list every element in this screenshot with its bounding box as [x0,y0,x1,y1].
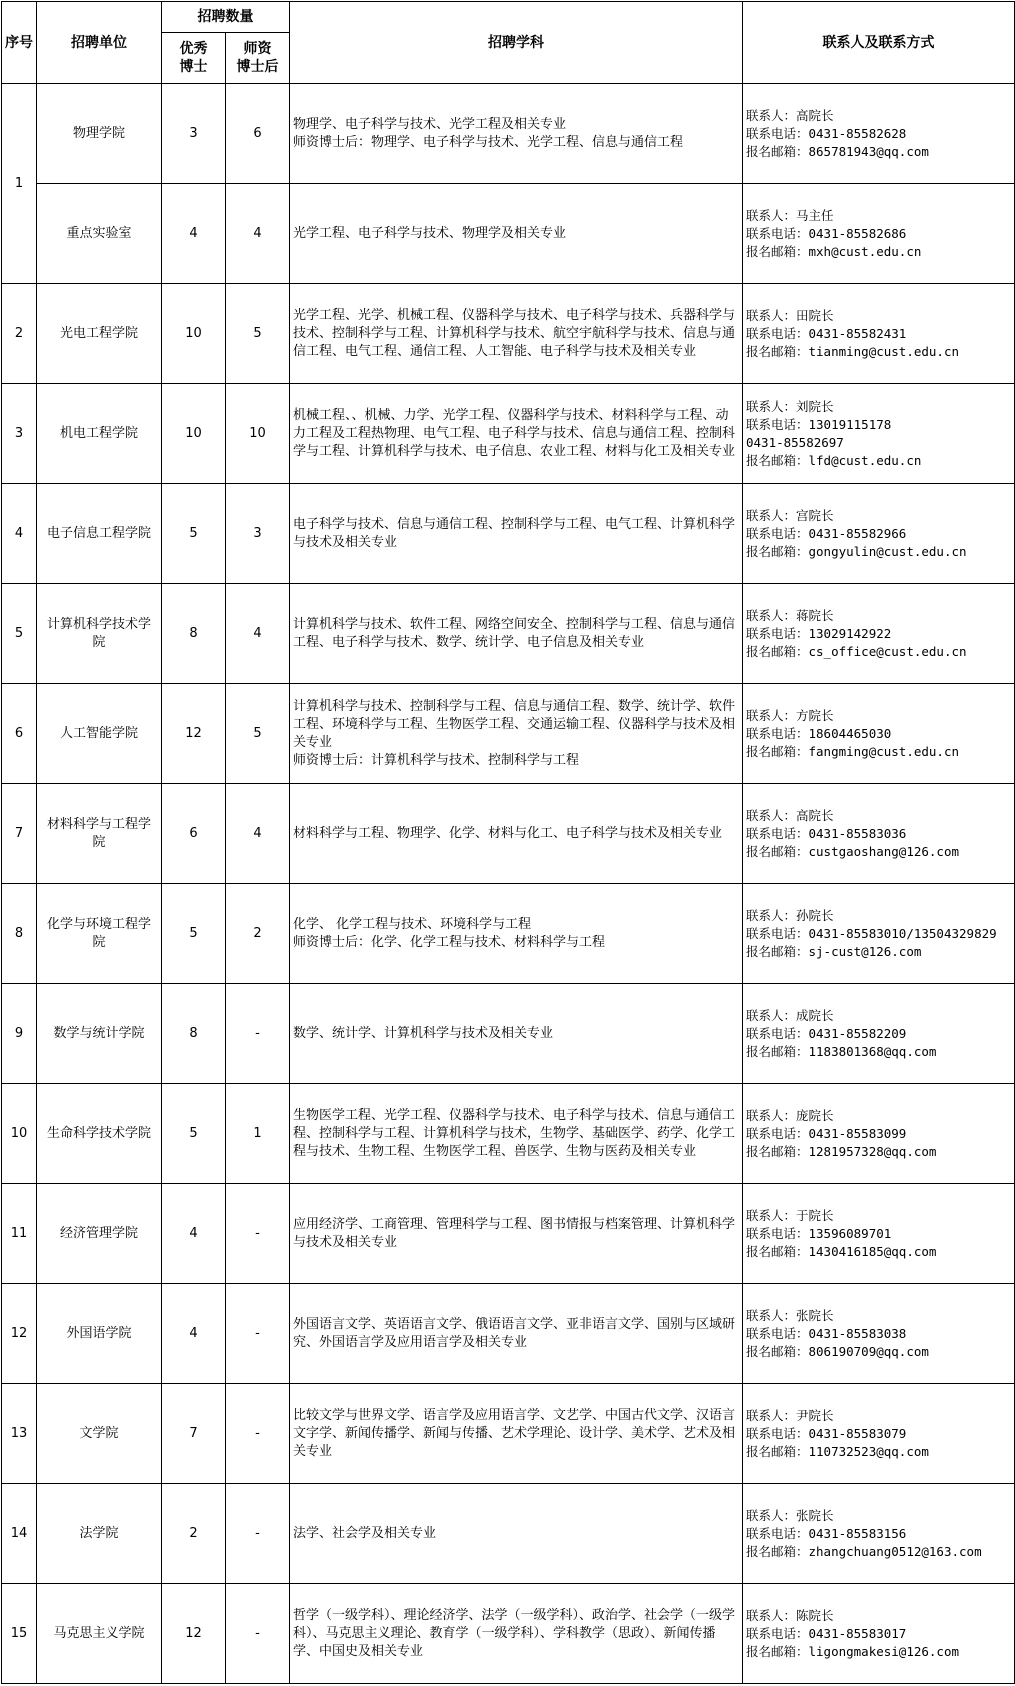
cell-contact: 联系人：陈院长 联系电话：0431-85583017 报名邮箱：ligongmakesi@126.com [743,1584,1015,1684]
cell-subjects: 物理学、电子科学与技术、光学工程及相关专业 师资博士后：物理学、电子科学与技术、光学工程、信息与通信工程 [290,84,743,184]
table-row [2,584,1015,684]
cell-postdoc-count: - [226,984,290,1084]
cell-postdoc-count: 2 [226,884,290,984]
cell-excellent-count: 12 [162,1584,226,1684]
header-excellent-phd: 优秀 博士 [162,33,226,84]
cell-postdoc-count: 10 [226,384,290,484]
cell-unit: 数学与统计学院 [37,984,162,1084]
cell-unit: 马克思主义学院 [37,1584,162,1684]
cell-excellent-count: 8 [162,984,226,1084]
cell-excellent-count: 10 [162,384,226,484]
cell-unit: 法学院 [37,1484,162,1584]
cell-unit: 机电工程学院 [37,384,162,484]
cell-seq: 10 [2,1084,37,1184]
table-row [2,984,1015,1084]
cell-contact: 联系人：张院长 联系电话：0431-85583156 报名邮箱：zhangchuang0512@163.com [743,1484,1015,1584]
cell-subjects: 电子科学与技术、信息与通信工程、控制科学与工程、电气工程、计算机科学与技术及相关专业 [290,484,743,584]
cell-unit: 材料科学与工程学院 [37,784,162,884]
cell-unit: 外国语学院 [37,1284,162,1384]
cell-excellent-count: 6 [162,784,226,884]
table-row [2,1284,1015,1384]
cell-excellent-count: 8 [162,584,226,684]
cell-contact: 联系人：蒋院长 联系电话：13029142922 报名邮箱：cs_office@cust.edu.cn [743,584,1015,684]
cell-contact: 联系人：尹院长 联系电话：0431-85583079 报名邮箱：110732523@qq.com [743,1384,1015,1484]
cell-excellent-count: 5 [162,484,226,584]
header-subjects: 招聘学科 [290,2,743,84]
cell-subjects: 化学、 化学工程与技术、环境科学与工程 师资博士后：化学、化学工程与技术、材料科学与工程 [290,884,743,984]
cell-excellent-count: 5 [162,1084,226,1184]
cell-seq: 8 [2,884,37,984]
header-unit: 招聘单位 [37,2,162,84]
cell-postdoc-count: 4 [226,184,290,284]
cell-excellent-count: 7 [162,1384,226,1484]
cell-excellent-count: 5 [162,884,226,984]
cell-excellent-count: 3 [162,84,226,184]
cell-contact: 联系人：张院长 联系电话：0431-85583038 报名邮箱：806190709@qq.com [743,1284,1015,1384]
cell-seq: 6 [2,684,37,784]
table-row [2,684,1015,784]
cell-seq: 11 [2,1184,37,1284]
cell-contact: 联系人：孙院长 联系电话：0431-85583010/13504329829 报名邮箱：sj-cust@126.com [743,884,1015,984]
header-seq: 序号 [2,2,37,84]
cell-contact: 联系人：庞院长 联系电话：0431-85583099 报名邮箱：1281957328@qq.com [743,1084,1015,1184]
cell-contact: 联系人：田院长 联系电话：0431-85582431 报名邮箱：tianming@cust.edu.cn [743,284,1015,384]
header-contact: 联系人及联系方式 [743,2,1015,84]
cell-subjects: 比较文学与世界文学、语言学及应用语言学、文艺学、中国古代文学、汉语言文字学、新闻传播学、新闻与传播、艺术学理论、设计学、美术学、艺术及相关专业 [290,1384,743,1484]
cell-seq: 9 [2,984,37,1084]
cell-seq: 7 [2,784,37,884]
header-postdoc: 师资 博士后 [226,33,290,84]
cell-subjects: 材料科学与工程、物理学、化学、材料与化工、电子科学与技术及相关专业 [290,784,743,884]
cell-subjects: 光学工程、光学、机械工程、仪器科学与技术、电子科学与技术、兵器科学与技术、控制科学与工程、计算机科学与技术、航空宇航科学与技术、信息与通信工程、电气工程、通信工程、人工智能、电子科学与技术及相关专业 [290,284,743,384]
cell-excellent-count: 2 [162,1484,226,1584]
cell-seq: 4 [2,484,37,584]
cell-contact: 联系人：高院长 联系电话：0431-85582628 报名邮箱：865781943@qq.com [743,84,1015,184]
cell-unit: 光电工程学院 [37,284,162,384]
cell-seq: 12 [2,1284,37,1384]
cell-subjects: 计算机科学与技术、软件工程、网络空间安全、控制科学与工程、信息与通信工程、电子科学与技术、数学、统计学、电子信息及相关专业 [290,584,743,684]
header-count: 招聘数量 [162,2,290,33]
cell-subjects: 生物医学工程、光学工程、仪器科学与技术、电子科学与技术、信息与通信工程、控制科学与工程、计算机科学与技术，生物学、基础医学、药学、化学工程与技术、生物工程、生物医学工程、兽医学、生物与医药及相关专业 [290,1084,743,1184]
cell-seq: 15 [2,1584,37,1684]
cell-unit: 经济管理学院 [37,1184,162,1284]
cell-contact: 联系人：方院长 联系电话：18604465030 报名邮箱：fangming@cust.edu.cn [743,684,1015,784]
cell-subjects: 数学、统计学、计算机科学与技术及相关专业 [290,984,743,1084]
table-row [2,1384,1015,1484]
cell-subjects: 外国语言文学、英语语言文学、俄语语言文学、亚非语言文学、国别与区域研究、外国语言学及应用语言学及相关专业 [290,1284,743,1384]
cell-excellent-count: 4 [162,1184,226,1284]
cell-excellent-count: 4 [162,184,226,284]
cell-postdoc-count: 6 [226,84,290,184]
cell-contact: 联系人：成院长 联系电话：0431-85582209 报名邮箱：1183801368@qq.com [743,984,1015,1084]
cell-postdoc-count: 1 [226,1084,290,1184]
cell-contact: 联系人：宫院长 联系电话：0431-85582966 报名邮箱：gongyulin@cust.edu.cn [743,484,1015,584]
cell-seq: 13 [2,1384,37,1484]
cell-postdoc-count: 5 [226,684,290,784]
table-row [2,1584,1015,1684]
recruitment-table [1,1,1015,1684]
table-row [2,384,1015,484]
cell-postdoc-count: 4 [226,584,290,684]
cell-postdoc-count: 3 [226,484,290,584]
table-row [2,184,1015,284]
cell-postdoc-count: 5 [226,284,290,384]
cell-postdoc-count: - [226,1484,290,1584]
table-row [2,1184,1015,1284]
cell-subjects: 哲学（一级学科）、理论经济学、法学（一级学科）、政治学、社会学（一级学科）、马克思主义理论、教育学（一级学科）、学科教学（思政）、新闻传播学、中国史及相关专业 [290,1584,743,1684]
cell-unit: 文学院 [37,1384,162,1484]
cell-contact: 联系人：高院长 联系电话：0431-85583036 报名邮箱：custgaoshang@126.com [743,784,1015,884]
cell-seq: 5 [2,584,37,684]
cell-unit: 化学与环境工程学院 [37,884,162,984]
cell-postdoc-count: 4 [226,784,290,884]
cell-unit: 重点实验室 [37,184,162,284]
cell-seq: 3 [2,384,37,484]
cell-seq: 14 [2,1484,37,1584]
table-row [2,284,1015,384]
cell-contact: 联系人：刘院长 联系电话：13019115178 0431-85582697 报名邮箱：lfd@cust.edu.cn [743,384,1015,484]
cell-unit: 生命科学技术学院 [37,1084,162,1184]
cell-unit: 人工智能学院 [37,684,162,784]
table-row [2,84,1015,184]
cell-contact: 联系人：于院长 联系电话：13596089701 报名邮箱：1430416185@qq.com [743,1184,1015,1284]
cell-subjects: 法学、社会学及相关专业 [290,1484,743,1584]
table-row [2,884,1015,984]
cell-subjects: 计算机科学与技术、控制科学与工程、信息与通信工程、数学、统计学、软件工程、环境科学与工程、生物医学工程、交通运输工程、仪器科学与技术及相关专业 师资博士后：计算机科学与技术、控制科学与工程 [290,684,743,784]
cell-seq: 1 [2,84,37,284]
table-row [2,784,1015,884]
cell-unit: 物理学院 [37,84,162,184]
cell-excellent-count: 12 [162,684,226,784]
cell-excellent-count: 4 [162,1284,226,1384]
cell-subjects: 机械工程、、机械、力学、光学工程、仪器科学与技术、材料科学与工程、动力工程及工程热物理、电气工程、电子科学与技术、信息与通信工程、控制科学与工程、计算机科学与技术、电子信息、农业工程、材料与化工及相关专业 [290,384,743,484]
cell-contact: 联系人：马主任 联系电话：0431-85582686 报名邮箱：mxh@cust.edu.cn [743,184,1015,284]
cell-postdoc-count: - [226,1384,290,1484]
cell-postdoc-count: - [226,1184,290,1284]
cell-postdoc-count: - [226,1584,290,1684]
table-row [2,1484,1015,1584]
cell-subjects: 光学工程、电子科学与技术、物理学及相关专业 [290,184,743,284]
cell-subjects: 应用经济学、工商管理、管理科学与工程、图书情报与档案管理、计算机科学与技术及相关专业 [290,1184,743,1284]
table-row [2,484,1015,584]
cell-seq: 2 [2,284,37,384]
cell-unit: 电子信息工程学院 [37,484,162,584]
cell-unit: 计算机科学技术学院 [37,584,162,684]
cell-excellent-count: 10 [162,284,226,384]
cell-postdoc-count: - [226,1284,290,1384]
table-body [2,84,1015,1684]
table-row [2,1084,1015,1184]
